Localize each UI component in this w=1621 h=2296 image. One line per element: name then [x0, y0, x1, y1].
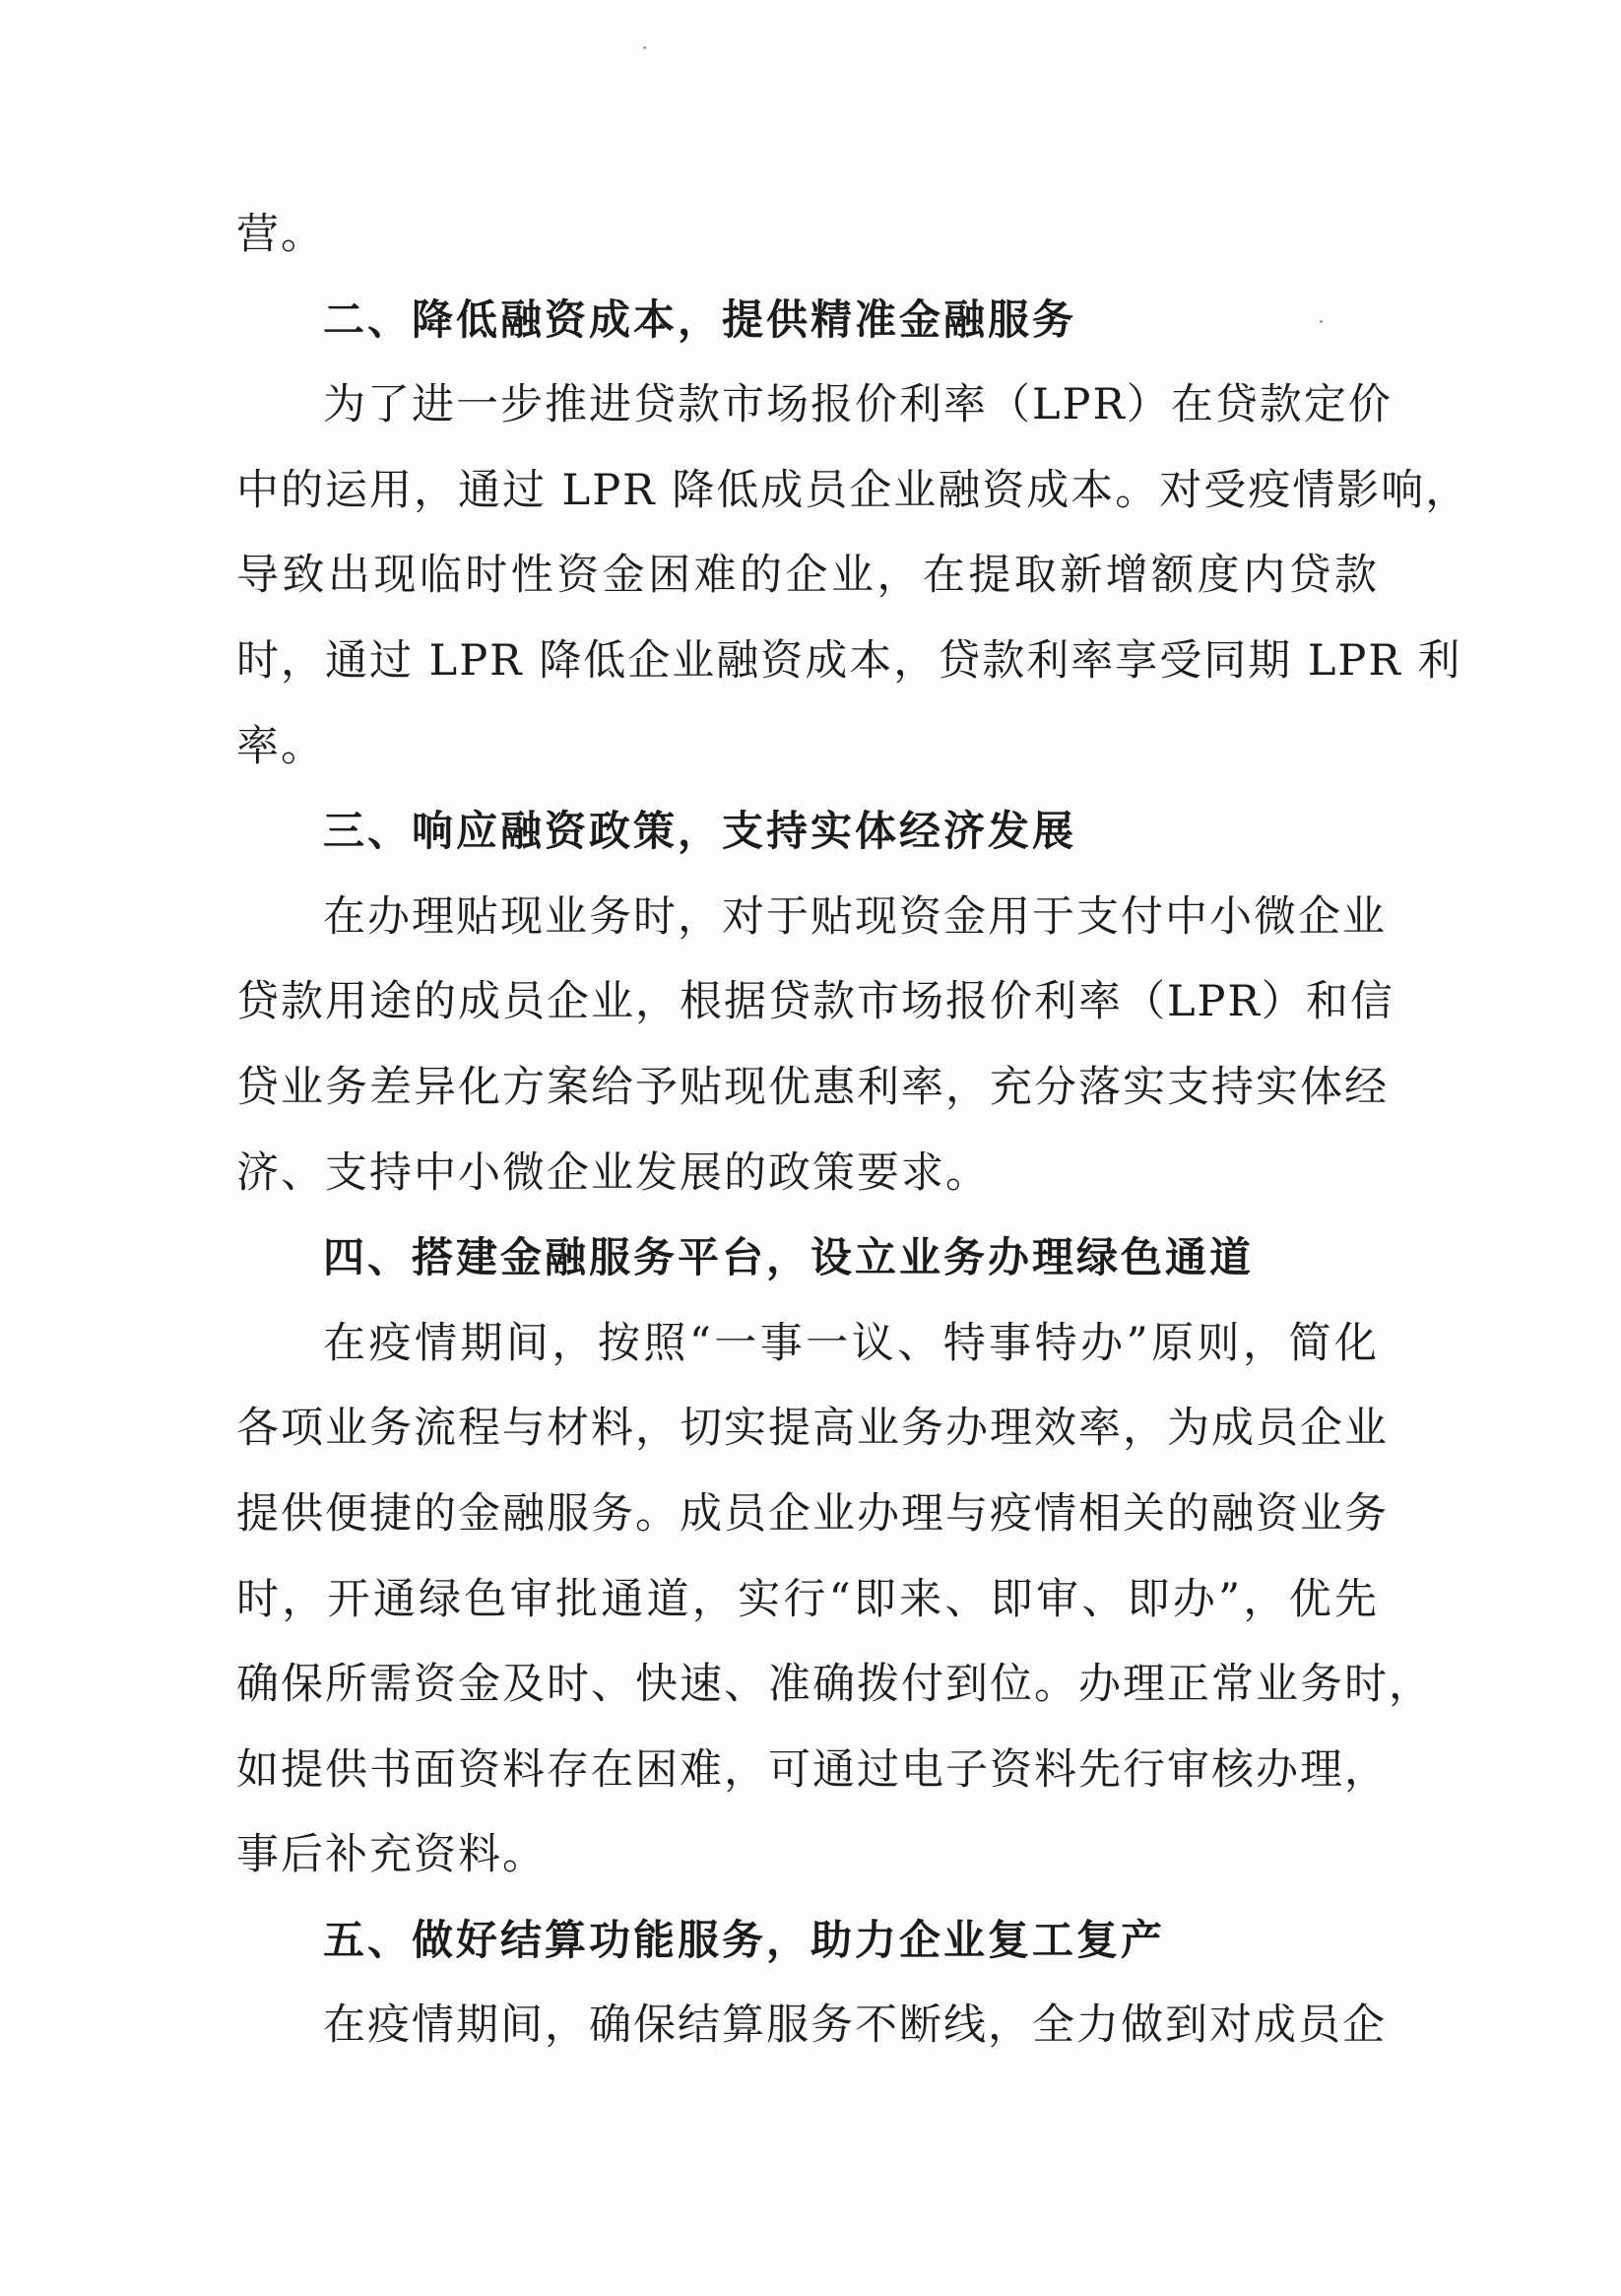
paragraph-line: 提供便捷的金融服务。成员企业办理与疫情相关的融资业务: [236, 1488, 1389, 1539]
paragraph-line: 确保所需资金及时、快速、准确拨付到位。办理正常业务时，: [236, 1660, 1433, 1710]
section-heading: 三、响应融资政策，支持实体经济发展: [323, 807, 1077, 856]
paragraph-line: 营。: [236, 210, 325, 259]
paragraph-line: 率。: [236, 721, 325, 771]
paragraph-line: 时，开通绿色审批通道，实行“即来、即审、即办”，优先: [236, 1574, 1379, 1624]
paragraph-line: 事后补充资料。: [236, 1830, 547, 1880]
scan-speck: [643, 46, 646, 49]
paragraph-line: 在疫情期间，按照“一事一议、特事特办”原则，简化: [323, 1318, 1379, 1368]
document-body: [236, 192, 1470, 2068]
paragraph-line: 为了进一步推进贷款市场报价利率（LPR）在贷款定价: [323, 380, 1393, 430]
paragraph-line: 济、支持中小微企业发展的政策要求。: [236, 1148, 990, 1198]
section-heading: 四、搭建金融服务平台，设立业务办理绿色通道: [323, 1233, 1255, 1282]
paragraph-line: 在疫情期间，确保结算服务不断线，全力做到对成员企: [323, 2001, 1387, 2051]
paragraph-line: 时，通过 LPR 降低企业融资成本，贷款利率享受同期 LPR 利: [236, 635, 1462, 686]
paragraph-line: 贷款用途的成员企业，根据贷款市场报价利率（LPR）和信: [236, 977, 1394, 1027]
section-heading: 五、做好结算功能服务，助力企业复工复产: [323, 1915, 1166, 1964]
section-heading: 二、降低融资成本，提供精准金融服务: [323, 295, 1077, 344]
paragraph-line: 在办理贴现业务时，对于贴现资金用于支付中小微企业: [323, 891, 1387, 942]
paragraph-line: 中的运用，通过 LPR 降低成员企业融资成本。对受疫情影响，: [236, 465, 1470, 515]
paragraph-line: 如提供书面资料存在困难，可通过电子资料先行审核办理，: [236, 1744, 1389, 1795]
paragraph-line: 导致出现临时性资金困难的企业，在提取新增额度内贷款: [236, 551, 1379, 601]
paragraph-line: 贷业务差异化方案给予贴现优惠利率，充分落实支持实体经: [236, 1062, 1389, 1112]
paragraph-line: 各项业务流程与材料，切实提高业务办理效率，为成员企业: [236, 1404, 1389, 1454]
